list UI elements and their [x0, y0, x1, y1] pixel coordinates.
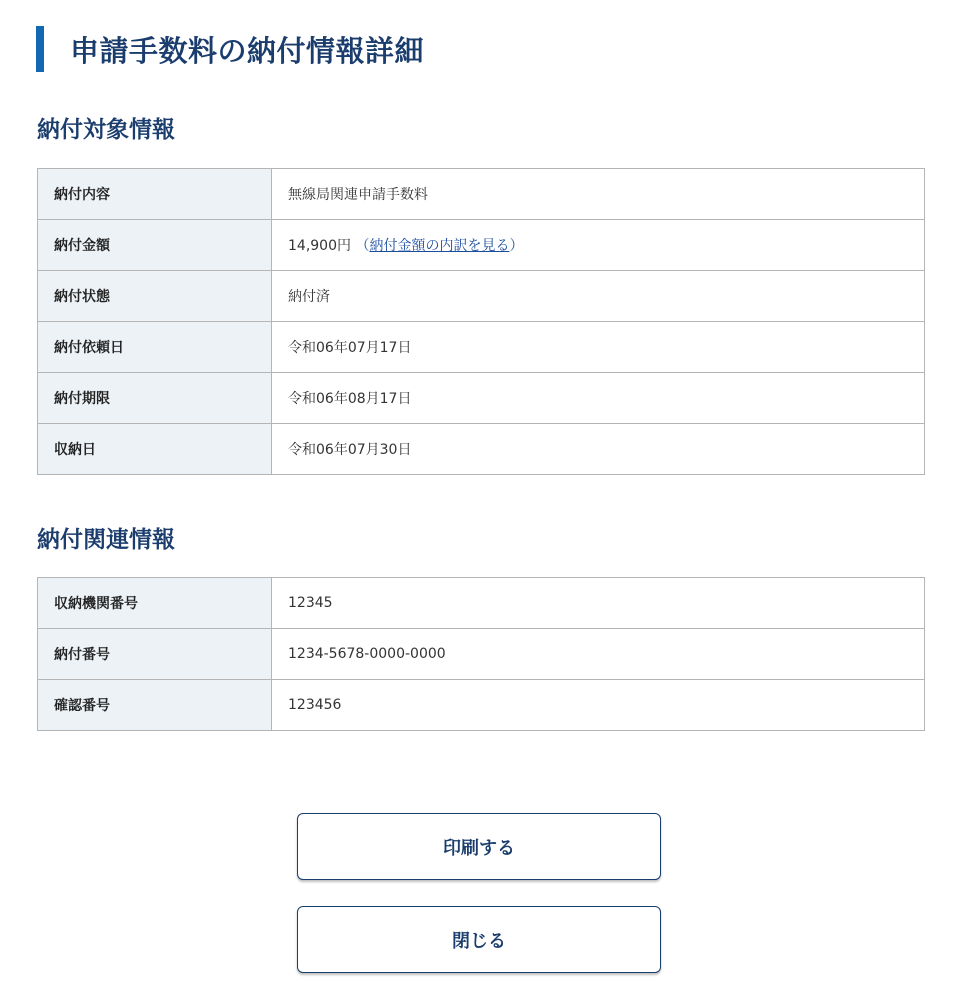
page-title	[36, 26, 424, 72]
link-close-paren: ）	[509, 238, 524, 254]
row-value: 令和06年08月17日	[272, 373, 925, 424]
title-accent-bar	[36, 26, 44, 72]
row-label: 収納日	[38, 424, 272, 475]
payment-amount-cell	[272, 220, 925, 271]
section-heading-payment-related: 納付関連情報	[37, 527, 175, 553]
row-value: 令和06年07月30日	[272, 424, 925, 475]
table-row	[38, 373, 925, 424]
row-value: 1234-5678-0000-0000	[272, 629, 925, 680]
row-label: 納付依頼日	[38, 322, 272, 373]
row-label: 収納機関番号	[38, 578, 272, 629]
row-value: 123456	[272, 680, 925, 731]
table-row	[38, 169, 925, 220]
row-label: 納付内容	[38, 169, 272, 220]
row-value: 12345	[272, 578, 925, 629]
payment-related-table	[37, 577, 925, 731]
section-heading-payment-target: 納付対象情報	[37, 117, 175, 143]
page-title-text: 申請手数料の納付情報詳細	[70, 33, 425, 68]
table-row	[38, 424, 925, 475]
row-label: 納付状態	[38, 271, 272, 322]
table-row	[38, 578, 925, 629]
payment-amount-value: 14,900円	[288, 238, 351, 254]
table-row	[38, 220, 925, 271]
table-row	[38, 629, 925, 680]
row-value: 納付済	[272, 271, 925, 322]
amount-breakdown-link[interactable]: 納付金額の内訳を見る	[369, 238, 510, 254]
row-value: 無線局関連申請手数料	[272, 169, 925, 220]
payment-target-table	[37, 168, 925, 475]
link-open-paren: （	[355, 238, 370, 254]
table-row	[38, 322, 925, 373]
close-button[interactable]: 閉じる	[297, 906, 661, 973]
row-value: 令和06年07月17日	[272, 322, 925, 373]
table-row	[38, 271, 925, 322]
row-label: 納付番号	[38, 629, 272, 680]
table-row	[38, 680, 925, 731]
row-label: 納付期限	[38, 373, 272, 424]
row-label: 納付金額	[38, 220, 272, 271]
print-button[interactable]: 印刷する	[297, 813, 661, 880]
row-label: 確認番号	[38, 680, 272, 731]
